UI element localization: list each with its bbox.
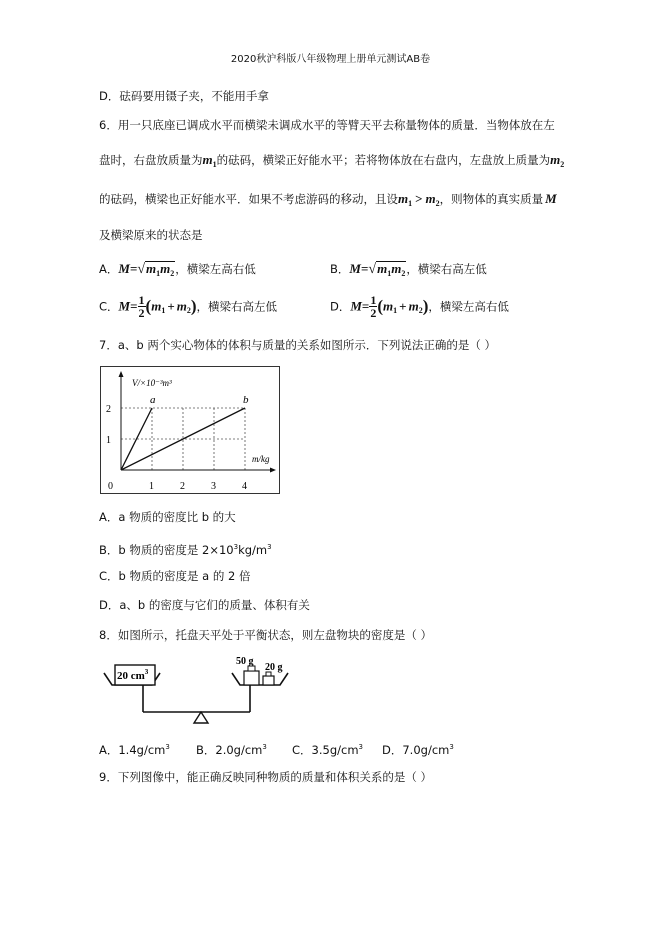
block-volume-label: 20 $cm^3$ bbox=[117, 668, 149, 682]
chart-series bbox=[121, 394, 249, 470]
x-tick-label: 4 bbox=[242, 481, 247, 492]
x-tick-label: 1 bbox=[149, 481, 154, 492]
x-tick-label: 3 bbox=[211, 481, 216, 492]
q6-stem-line2: 盘时，右盘放质量为$m_1$的砝码，横梁正好能水平；若将物体放在右盘内，左盘放上质量为$m_2$ bbox=[99, 152, 565, 169]
y-axis-label: V/×10⁻³m³ bbox=[132, 378, 172, 388]
q6-stem-line4: 及横梁原来的状态是 bbox=[99, 228, 203, 242]
q8-option-d: D．$7.0g/cm^3$ bbox=[382, 743, 454, 757]
q6-stem-line3: 的砝码，横梁也正好能水平．如果不考虑游码的移动，且设$m_1 > m_2$，则物体的真实质量 M bbox=[99, 191, 557, 208]
q7-stem: 7．a、b 两个实心物体的体积与质量的关系如图所示．下列说法正确的是（ ） bbox=[99, 338, 496, 352]
q7-option-a: A．a 物质的密度比 b 的大 bbox=[99, 510, 236, 524]
x-tick-label: 0 bbox=[108, 481, 113, 492]
q8-option-a: A．$1.4g/cm^3$ bbox=[99, 743, 170, 757]
q9-stem: 9．下列图像中，能正确反映同种物质的质量和体积关系的是（ ） bbox=[99, 770, 432, 784]
weight-20g bbox=[263, 676, 274, 685]
y-tick-label: 1 bbox=[106, 435, 111, 446]
q7-option-c: C．b 物质的密度是 a 的 2 倍 bbox=[99, 569, 251, 583]
weight-50g bbox=[244, 671, 259, 685]
q7-volume-mass-chart bbox=[100, 366, 280, 494]
q7-option-d: D．a、b 的密度与它们的质量、体积有关 bbox=[99, 598, 310, 612]
page-header: 2020秋沪科版八年级物理上册单元测试AB卷 bbox=[230, 54, 431, 65]
x-axis-arrow bbox=[270, 468, 276, 473]
q7-option-b: B．b 物质的密度是 $2\times 10^3kg/m^3$ bbox=[99, 543, 272, 557]
chart-frame bbox=[101, 367, 280, 494]
x-tick-label: 2 bbox=[180, 481, 185, 492]
q6-option-b: B．$M=√m_1m_2$，横梁右高左低 bbox=[330, 261, 487, 278]
weight-20g-label: 20 g bbox=[265, 662, 283, 673]
y-tick-label: 2 bbox=[106, 404, 111, 415]
right-pan bbox=[232, 673, 288, 685]
q6-option-c: C．M= $\frac{1}{2}$ $(m_1 + m_2)$，横梁右高左低 bbox=[99, 293, 278, 320]
y-axis-arrow bbox=[119, 371, 124, 377]
q6-option-d: D．M= $\frac{1}{2}$ $(m_1 + m_2)$，横梁左高右低 bbox=[330, 293, 509, 320]
q8-balance-diagram bbox=[100, 656, 300, 726]
q6-stem-line1: 6．用一只底座已调成水平而横梁未调成水平的等臂天平去称量物体的质量．当物体放在左 bbox=[99, 118, 555, 132]
series-label-a: a bbox=[150, 394, 156, 406]
q6-option-a: A．$M=√m_1m_2$，横梁左高右低 bbox=[99, 261, 256, 278]
q8-option-c: C．$3.5g/cm^3$ bbox=[292, 743, 363, 757]
q5-option-d: D．砝码要用镊子夹，不能用手拿 bbox=[99, 89, 269, 103]
fulcrum bbox=[194, 712, 208, 723]
weight-50g-label: 50 g bbox=[236, 656, 254, 667]
series-label-b: b bbox=[243, 394, 249, 406]
q8-option-b: B．$2.0g/cm^3$ bbox=[196, 743, 267, 757]
q8-stem: 8．如图所示，托盘天平处于平衡状态，则左盘物块的密度是（ ） bbox=[99, 628, 432, 642]
x-axis-label: m/kg bbox=[252, 454, 270, 464]
